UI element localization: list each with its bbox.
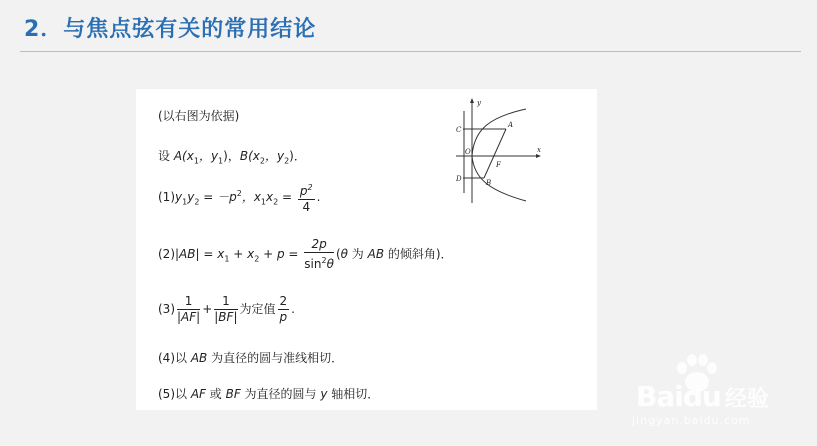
chord-length-p: + p = bbox=[259, 247, 303, 261]
y-axis-arrow bbox=[470, 98, 474, 103]
point-a-label: A bbox=[173, 149, 183, 163]
x2-symbol: x bbox=[266, 190, 274, 204]
y-axis-symbol: y bbox=[320, 387, 328, 401]
sub-index: 1 bbox=[260, 197, 267, 207]
af-symbol: AF bbox=[190, 387, 206, 401]
item-4-text: 为直径的圆与准线相切． bbox=[207, 351, 344, 365]
point-b-graph-label: B bbox=[486, 179, 492, 187]
sub-index: 2 bbox=[273, 197, 279, 207]
watermark-brand: Bai bbox=[636, 380, 683, 413]
fraction-denominator: |AF| bbox=[177, 310, 201, 324]
point-b-label: B bbox=[239, 149, 249, 163]
parabola-upper bbox=[472, 109, 526, 156]
fraction-denominator: $\sin^2\theta$ bbox=[304, 256, 334, 271]
point-a-close: )， bbox=[223, 149, 240, 163]
fraction-2-over-p bbox=[278, 294, 290, 325]
plus-sign: + bbox=[202, 302, 213, 316]
equals-sign: = bbox=[278, 190, 296, 204]
sub-index: 2 bbox=[259, 156, 265, 166]
y-axis-label: y bbox=[477, 99, 481, 107]
line-points bbox=[158, 147, 306, 165]
fraction-2p-over-sin2theta bbox=[304, 237, 334, 272]
y2-symbol: y bbox=[187, 190, 195, 204]
angle-note-word: 为 bbox=[347, 247, 368, 261]
x1-symbol: ，x bbox=[241, 190, 261, 204]
period: . bbox=[291, 302, 295, 316]
parabola-diagram bbox=[446, 97, 546, 205]
ab-symbol: AB bbox=[367, 247, 385, 261]
point-c-label: C bbox=[456, 126, 462, 134]
focal-chord bbox=[484, 129, 506, 178]
content-card bbox=[136, 89, 597, 410]
sub-index: 1 bbox=[218, 156, 224, 166]
item-5-middle: 为直径的圆与 bbox=[240, 387, 321, 401]
superscript: 2 bbox=[236, 189, 242, 198]
point-a-y: ，y bbox=[198, 149, 219, 163]
reference-note: (以右图为依据) bbox=[158, 109, 240, 123]
line-conclusion-4 bbox=[158, 349, 343, 366]
line-conclusion-5 bbox=[158, 385, 379, 402]
constant-text: 为定值 bbox=[239, 302, 276, 316]
fraction-numerator: $p^2$ bbox=[298, 180, 315, 200]
sub-index: 1 bbox=[224, 254, 230, 264]
point-b-close: )． bbox=[289, 149, 306, 163]
or-word: 或 bbox=[205, 387, 226, 401]
sub-index: 1 bbox=[182, 197, 188, 207]
fraction-1-over-bf bbox=[214, 294, 237, 325]
page-title: 2．与焦点弦有关的常用结论 bbox=[24, 17, 317, 42]
period: . bbox=[316, 190, 321, 204]
point-a-x: (x bbox=[182, 149, 194, 163]
point-a-graph-label: A bbox=[508, 121, 514, 129]
x-axis-arrow bbox=[536, 154, 541, 158]
point-b-x: (x bbox=[248, 149, 260, 163]
item-2-number: (2)| bbox=[158, 247, 180, 261]
line-conclusion-2 bbox=[158, 237, 453, 272]
line-reference bbox=[158, 107, 239, 124]
sub-index: 1 bbox=[193, 156, 199, 166]
angle-note-close: 的倾斜角)． bbox=[384, 247, 453, 261]
x-axis-label: x bbox=[537, 146, 541, 154]
watermark-url: jingyan.baidu.com bbox=[632, 414, 751, 427]
fraction-numerator: 2 bbox=[279, 294, 288, 308]
chord-length-x2: + x bbox=[229, 247, 255, 261]
fraction-denominator: 4 bbox=[302, 200, 311, 214]
chord-length-x1: | = x bbox=[195, 247, 225, 261]
baidu-watermark bbox=[632, 380, 769, 427]
sub-index: 2 bbox=[194, 197, 200, 207]
item-3-number: (3) bbox=[158, 302, 175, 316]
title-divider bbox=[20, 51, 801, 52]
watermark-brand-du: du bbox=[682, 380, 721, 413]
watermark-jingyan: 经验 bbox=[724, 387, 769, 412]
fraction-numerator: 2p bbox=[304, 237, 334, 253]
item-5-prefix: (5)以 bbox=[158, 387, 191, 401]
bf-symbol: BF bbox=[225, 387, 241, 401]
sub-index: 2 bbox=[284, 156, 290, 166]
fraction-denominator: p bbox=[279, 310, 288, 324]
theta-symbol: θ bbox=[340, 247, 348, 261]
sub-index: 2 bbox=[254, 254, 260, 264]
fraction-denominator: |BF| bbox=[214, 310, 238, 324]
item-4-prefix: (4)以 bbox=[158, 351, 191, 365]
item-1-number: (1) bbox=[158, 190, 175, 204]
point-b-y: ，y bbox=[264, 149, 285, 163]
fraction-1-over-af bbox=[177, 294, 200, 325]
item-5-end: 轴相切． bbox=[327, 387, 380, 401]
point-d-label: D bbox=[456, 175, 462, 183]
angle-note-open: ( bbox=[335, 247, 341, 261]
fraction-numerator: 1 bbox=[214, 294, 237, 310]
fraction-p2-over-4 bbox=[298, 180, 315, 215]
line-conclusion-3 bbox=[158, 294, 295, 325]
points-prefix: 设 bbox=[158, 149, 174, 163]
y-product-value: = －p bbox=[199, 190, 237, 204]
origin-label: O bbox=[465, 148, 471, 156]
y1-symbol: y bbox=[175, 190, 183, 204]
fraction-numerator: 1 bbox=[177, 294, 200, 310]
line-conclusion-1 bbox=[158, 180, 320, 215]
focus-label: F bbox=[496, 161, 501, 169]
ab-symbol: AB bbox=[179, 247, 196, 261]
ab-symbol: AB bbox=[190, 351, 208, 365]
